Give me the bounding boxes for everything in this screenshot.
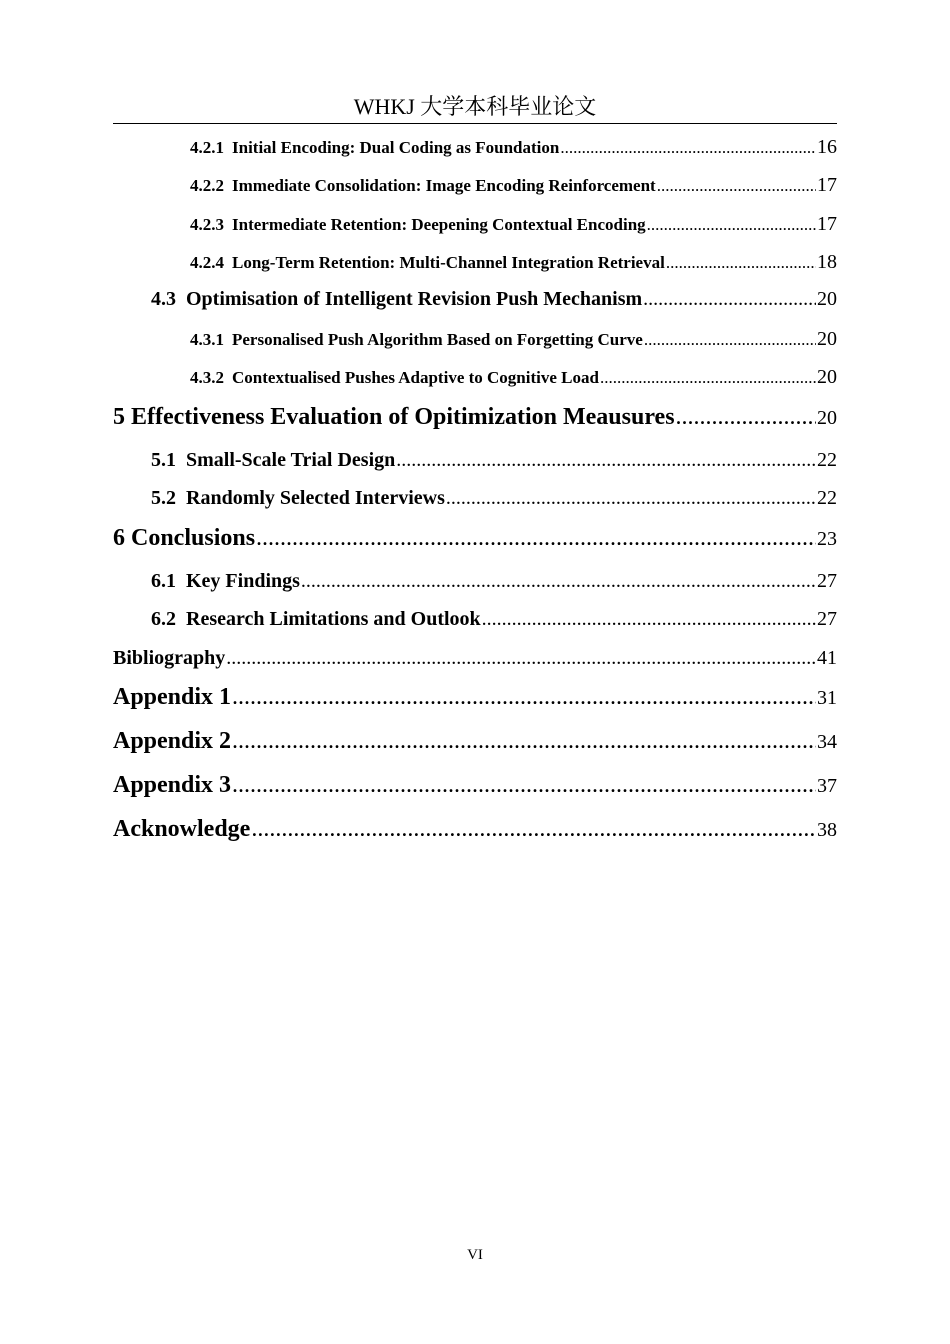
dot-leader xyxy=(657,176,816,196)
toc-entry-title: Contextualised Pushes Adaptive to Cognitive Load xyxy=(232,368,599,387)
toc-entry-title: Acknowledge xyxy=(113,816,251,842)
toc-entry-title: Optimisation of Intelligent Revision Push Mechanism xyxy=(186,288,643,310)
toc-entry-title: Initial Encoding: Dual Coding as Foundation xyxy=(232,138,560,157)
toc-entry-4-2-2[interactable] xyxy=(190,174,837,197)
toc-entry-page: 20 xyxy=(817,407,837,429)
toc-entry-4-3-1[interactable] xyxy=(190,328,837,351)
toc-entry-appendix-1[interactable] xyxy=(113,684,837,711)
toc-entry-page: 37 xyxy=(817,775,837,797)
toc-entry-title: Key Findings xyxy=(186,570,300,592)
dot-leader xyxy=(301,570,816,593)
toc-entry-title: Randomly Selected Interviews xyxy=(186,487,445,509)
dot-leader xyxy=(251,816,816,843)
toc-entry-page: 38 xyxy=(817,819,837,841)
toc-entry-6-2[interactable] xyxy=(151,608,837,631)
toc-entry-title: Appendix 2 xyxy=(113,728,232,754)
toc-entry-page: 20 xyxy=(817,328,837,350)
toc-entry-page: 31 xyxy=(817,687,837,709)
toc-entry-title: Personalised Push Algorithm Based on Forgetting Curve xyxy=(232,330,643,349)
toc-entry-5[interactable] xyxy=(113,404,837,431)
dot-leader xyxy=(643,288,816,311)
dot-leader xyxy=(226,647,816,670)
dot-leader xyxy=(256,525,816,552)
toc-entry-number: 5.1 xyxy=(151,449,176,471)
toc-entry-4-2-1[interactable] xyxy=(190,136,837,159)
dot-leader xyxy=(232,772,816,799)
toc-entry-number: 6.1 xyxy=(151,570,176,592)
toc-entry-page: 18 xyxy=(817,251,837,273)
page-header: WHKJ 大学本科毕业论文 xyxy=(353,94,597,119)
toc-entry-6[interactable] xyxy=(113,525,837,552)
dot-leader xyxy=(232,728,816,755)
toc-entry-acknowledge[interactable] xyxy=(113,816,837,843)
toc-entry-number: 4.2.2 xyxy=(190,176,224,195)
toc-entry-page: 27 xyxy=(817,570,837,592)
toc-entry-title: Long-Term Retention: Multi-Channel Integration Retrieval xyxy=(232,253,665,272)
toc-entry-number: 4.2.3 xyxy=(190,215,224,234)
toc-entry-title: Effectiveness Evaluation of Opitimization Meausures xyxy=(131,404,675,430)
toc-entry-page: 34 xyxy=(817,731,837,753)
dot-leader xyxy=(396,449,816,472)
dot-leader xyxy=(600,368,816,388)
toc-entry-page: 22 xyxy=(817,487,837,509)
toc-entry-appendix-2[interactable] xyxy=(113,728,837,755)
toc-entry-title: Immediate Consolidation: Image Encoding Reinforcement xyxy=(232,176,656,195)
header-rule xyxy=(113,123,837,124)
toc-entry-appendix-3[interactable] xyxy=(113,772,837,799)
toc-entry-number: 4.3 xyxy=(151,288,176,310)
toc-entry-bibliography[interactable] xyxy=(113,647,837,670)
toc-entry-number: 5.2 xyxy=(151,487,176,509)
toc-entry-title: Conclusions xyxy=(131,525,256,551)
toc-entry-4-2-3[interactable] xyxy=(190,213,837,236)
toc-entry-4-3-2[interactable] xyxy=(190,366,837,389)
toc-entry-4-3[interactable] xyxy=(151,288,837,311)
toc-entry-page: 23 xyxy=(817,528,837,550)
toc-entry-5-1[interactable] xyxy=(151,449,837,472)
toc-entry-page: 20 xyxy=(817,366,837,388)
toc-entry-4-2-4[interactable] xyxy=(190,251,837,274)
dot-leader xyxy=(482,608,816,631)
toc-entry-number: 4.3.2 xyxy=(190,368,224,387)
toc-entry-title: Intermediate Retention: Deepening Contextual Encoding xyxy=(232,215,646,234)
toc-entry-title: Bibliography xyxy=(113,647,226,669)
toc-entry-page: 17 xyxy=(817,213,837,235)
dot-leader xyxy=(560,138,816,158)
toc-entry-6-1[interactable] xyxy=(151,570,837,593)
toc-entry-number: 6 xyxy=(113,525,125,551)
dot-leader xyxy=(232,684,816,711)
toc-entry-title: Appendix 3 xyxy=(113,772,232,798)
dot-leader xyxy=(676,404,816,431)
page-number: VI xyxy=(467,1247,483,1263)
dot-leader xyxy=(644,330,816,350)
toc-entry-page: 41 xyxy=(817,647,837,669)
toc-entry-title: Research Limitations and Outlook xyxy=(186,608,481,630)
toc-entry-page: 16 xyxy=(817,136,837,158)
toc-entry-title: Small-Scale Trial Design xyxy=(186,449,396,471)
toc-entry-page: 27 xyxy=(817,608,837,630)
toc-entry-number: 5 xyxy=(113,404,125,430)
dot-leader xyxy=(666,253,816,273)
toc-entry-number: 4.2.1 xyxy=(190,138,224,157)
toc-entry-number: 4.3.1 xyxy=(190,330,224,349)
toc-entry-number: 6.2 xyxy=(151,608,176,630)
toc-entry-page: 17 xyxy=(817,174,837,196)
toc-entry-page: 22 xyxy=(817,449,837,471)
toc-entry-number: 4.2.4 xyxy=(190,253,224,272)
toc-entry-title: Appendix 1 xyxy=(113,684,232,710)
dot-leader xyxy=(446,487,816,510)
toc-entry-page: 20 xyxy=(817,288,837,310)
dot-leader xyxy=(647,215,816,235)
toc-entry-5-2[interactable] xyxy=(151,487,837,510)
